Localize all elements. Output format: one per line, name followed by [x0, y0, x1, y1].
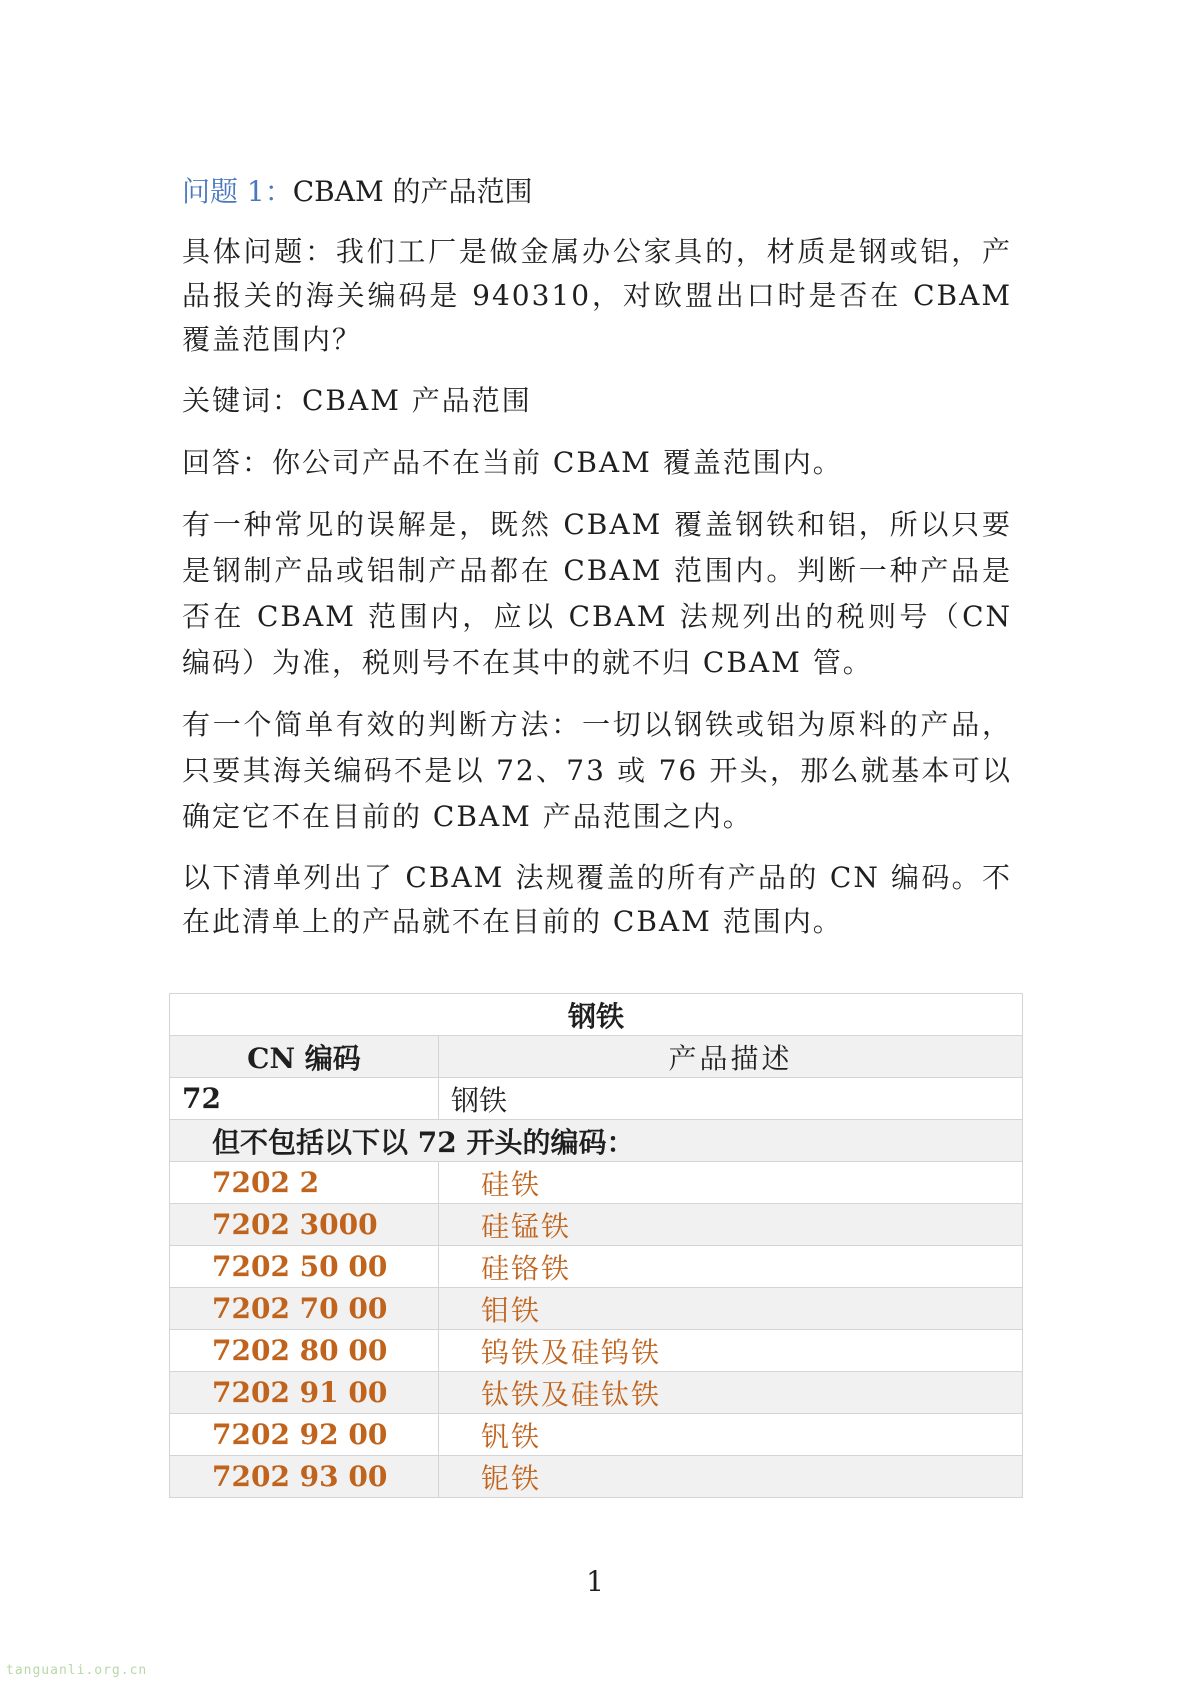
- description-cell: 钛铁及硅钛铁: [439, 1372, 1023, 1414]
- heading-label: 问题 1：: [182, 175, 293, 208]
- table-row: [170, 1414, 1023, 1456]
- code-cell: 7202 50 00: [170, 1246, 439, 1288]
- question-paragraph: 具体问题：我们工厂是做金属办公家具的，材质是钢或铝，产品报关的海关编码是 940310，对欧盟出口时是否在 CBAM 覆盖范围内？: [182, 235, 1012, 356]
- page-content: [182, 172, 1012, 960]
- description-cell: 钼铁: [439, 1288, 1023, 1330]
- code-cell: 7202 70 00: [170, 1288, 439, 1330]
- list-intro-paragraph: 以下清单列出了 CBAM 法规覆盖的所有产品的 CN 编码。不在此清单上的产品就不在目前的 CBAM 范围内。: [182, 861, 1012, 938]
- description-cell: 钒铁: [439, 1414, 1023, 1456]
- table-row: [170, 1330, 1023, 1372]
- code-cell: 7202 3000: [170, 1204, 439, 1246]
- description-cell: 硅铬铁: [439, 1246, 1023, 1288]
- answer-paragraph: 回答：你公司产品不在当前 CBAM 覆盖范围内。: [182, 446, 843, 479]
- code-cell: 7202 80 00: [170, 1330, 439, 1372]
- table-row: [170, 1456, 1023, 1498]
- cn-code-table: [169, 993, 1023, 1498]
- exception-label: 但不包括以下以 72 开头的编码：: [170, 1120, 1023, 1162]
- table-row: [170, 1372, 1023, 1414]
- table-title: 钢铁: [170, 994, 1023, 1036]
- code-cell: 7202 2: [170, 1162, 439, 1204]
- keywords-paragraph: 关键词：CBAM 产品范围: [182, 384, 532, 417]
- table-row: [170, 1204, 1023, 1246]
- description-cell: 硅铁: [439, 1162, 1023, 1204]
- watermark: tanguanli.org.cn: [6, 1663, 148, 1678]
- description-cell: 铌铁: [439, 1456, 1023, 1498]
- question-heading: [182, 172, 1012, 212]
- main-description-cell: 钢铁: [439, 1078, 1023, 1120]
- table-row: [170, 1162, 1023, 1204]
- table-row: [170, 1288, 1023, 1330]
- table-row-exception-label: [170, 1120, 1023, 1162]
- code-cell: 7202 93 00: [170, 1456, 439, 1498]
- page-number: 1: [586, 1565, 604, 1598]
- misconception-paragraph: 有一种常见的误解是，既然 CBAM 覆盖钢铁和铝，所以只要是钢制产品或铝制产品都在 CBAM 范围内。判断一种产品是否在 CBAM 范围内，应以 CBAM 法规列出的税则号（CN 编码）为准，税则号不在其中的就不归 CBAM 管。: [182, 508, 1012, 679]
- main-code-cell: 72: [170, 1078, 439, 1120]
- table-title-row: [170, 994, 1023, 1036]
- method-paragraph: 有一个简单有效的判断方法：一切以钢铁或铝为原料的产品，只要其海关编码不是以 72、73 或 76 开头，那么就基本可以确定它不在目前的 CBAM 产品范围之内。: [182, 708, 1012, 833]
- column-header-code: CN 编码: [170, 1036, 439, 1078]
- table-header-row: [170, 1036, 1023, 1078]
- heading-title: CBAM 的产品范围: [292, 175, 533, 208]
- description-cell: 硅锰铁: [439, 1204, 1023, 1246]
- table-row-main: [170, 1078, 1023, 1120]
- column-header-description: 产品描述: [439, 1036, 1023, 1078]
- table-row: [170, 1246, 1023, 1288]
- description-cell: 钨铁及硅钨铁: [439, 1330, 1023, 1372]
- code-cell: 7202 92 00: [170, 1414, 439, 1456]
- code-cell: 7202 91 00: [170, 1372, 439, 1414]
- cn-code-table-wrapper: [169, 993, 1023, 1498]
